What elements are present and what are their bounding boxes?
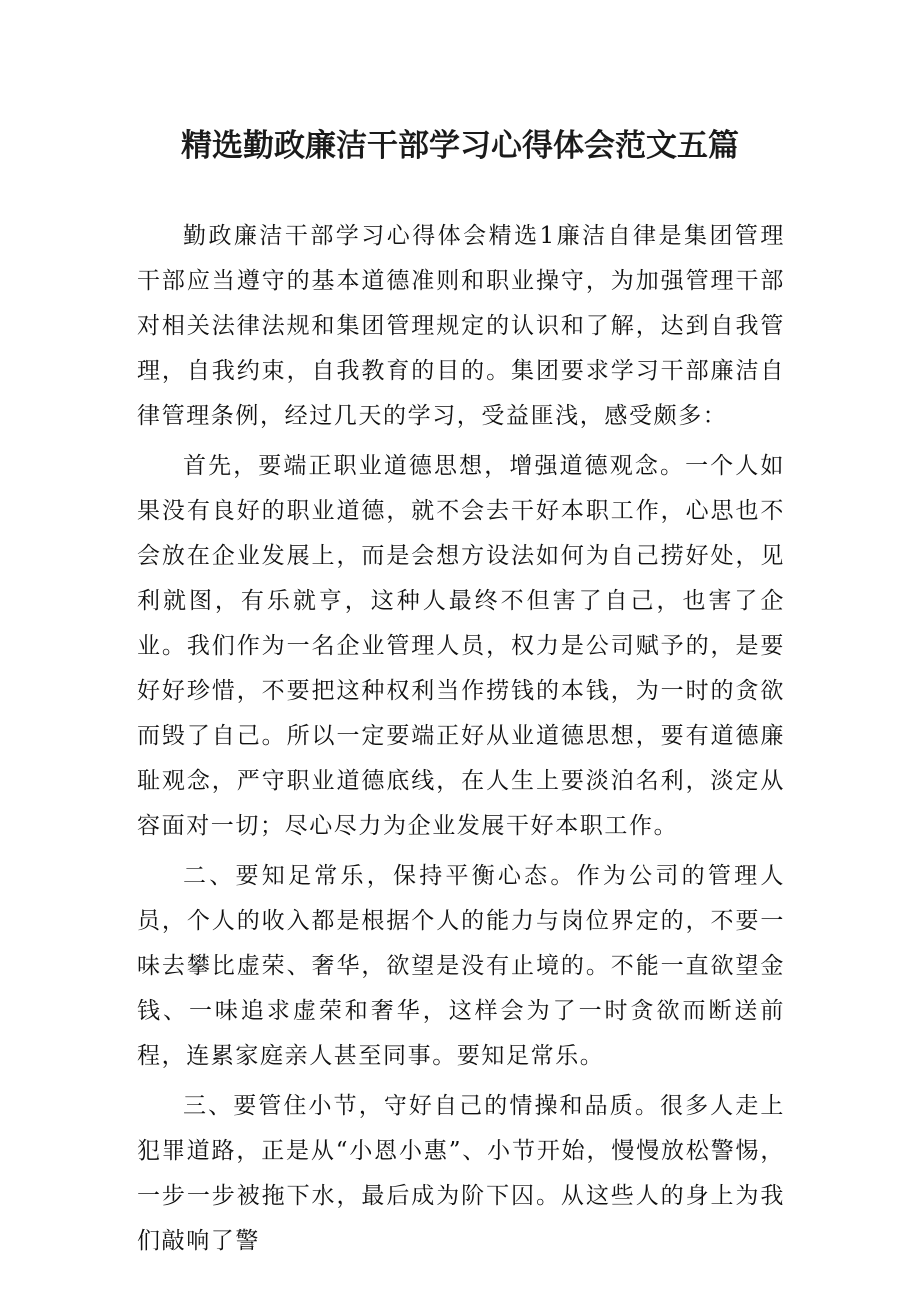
document-title: 精选勤政廉洁干部学习心得体会范文五篇 [181,128,739,164]
paragraph-third-point: 三、要管住小节，守好自己的情操和品质。很多人走上犯罪道路，正是从“小恩小惠”、小节开始，慢慢放松警惕，一步一步被拖下水，最后成为阶下囚。从这些人的身上为我们敲响了警 [137,1093,785,1254]
paragraph-first-point: 首先，要端正职业道德思想，增强道德观念。一个人如果没有良好的职业道德，就不会去干好本职工作，心思也不会放在企业发展上，而是会想方设法如何为自己捞好处，见利就图，有乐就亨，这种人最终不但害了自己，也害了企业。我们作为一名企业管理人员，权力是公司赋予的，是要好好珍惜，不要把这种权利当作捞钱的本钱，为一时的贪欲而毁了自己。所以一定要端正好从业道德思想，要有道德廉耻观念，严守职业道德底线，在人生上要淡泊名利，淡定从容面对一切；尽心尽力为企业发展干好本职工作。 [137,453,785,839]
document-body [137,214,785,1264]
paragraph-intro: 勤政廉洁干部学习心得体会精选1廉洁自律是集团管理干部应当遵守的基本道德准则和职业操守，为加强管理干部对相关法律法规和集团管理规定的认识和了解，达到自我管理，自我约束，自我教育的目的。集团要求学习干部廉洁自律管理条例，经过几天的学习，受益匪浅，感受颇多： [137,223,785,429]
paragraph-second-point: 二、要知足常乐，保持平衡心态。作为公司的管理人员，个人的收入都是根据个人的能力与岗位界定的，不要一味去攀比虚荣、奢华，欲望是没有止境的。不能一直欲望金钱、一味追求虚荣和奢华，这样会为了一时贪欲而断送前程，连累家庭亲人甚至同事。要知足常乐。 [137,863,785,1069]
